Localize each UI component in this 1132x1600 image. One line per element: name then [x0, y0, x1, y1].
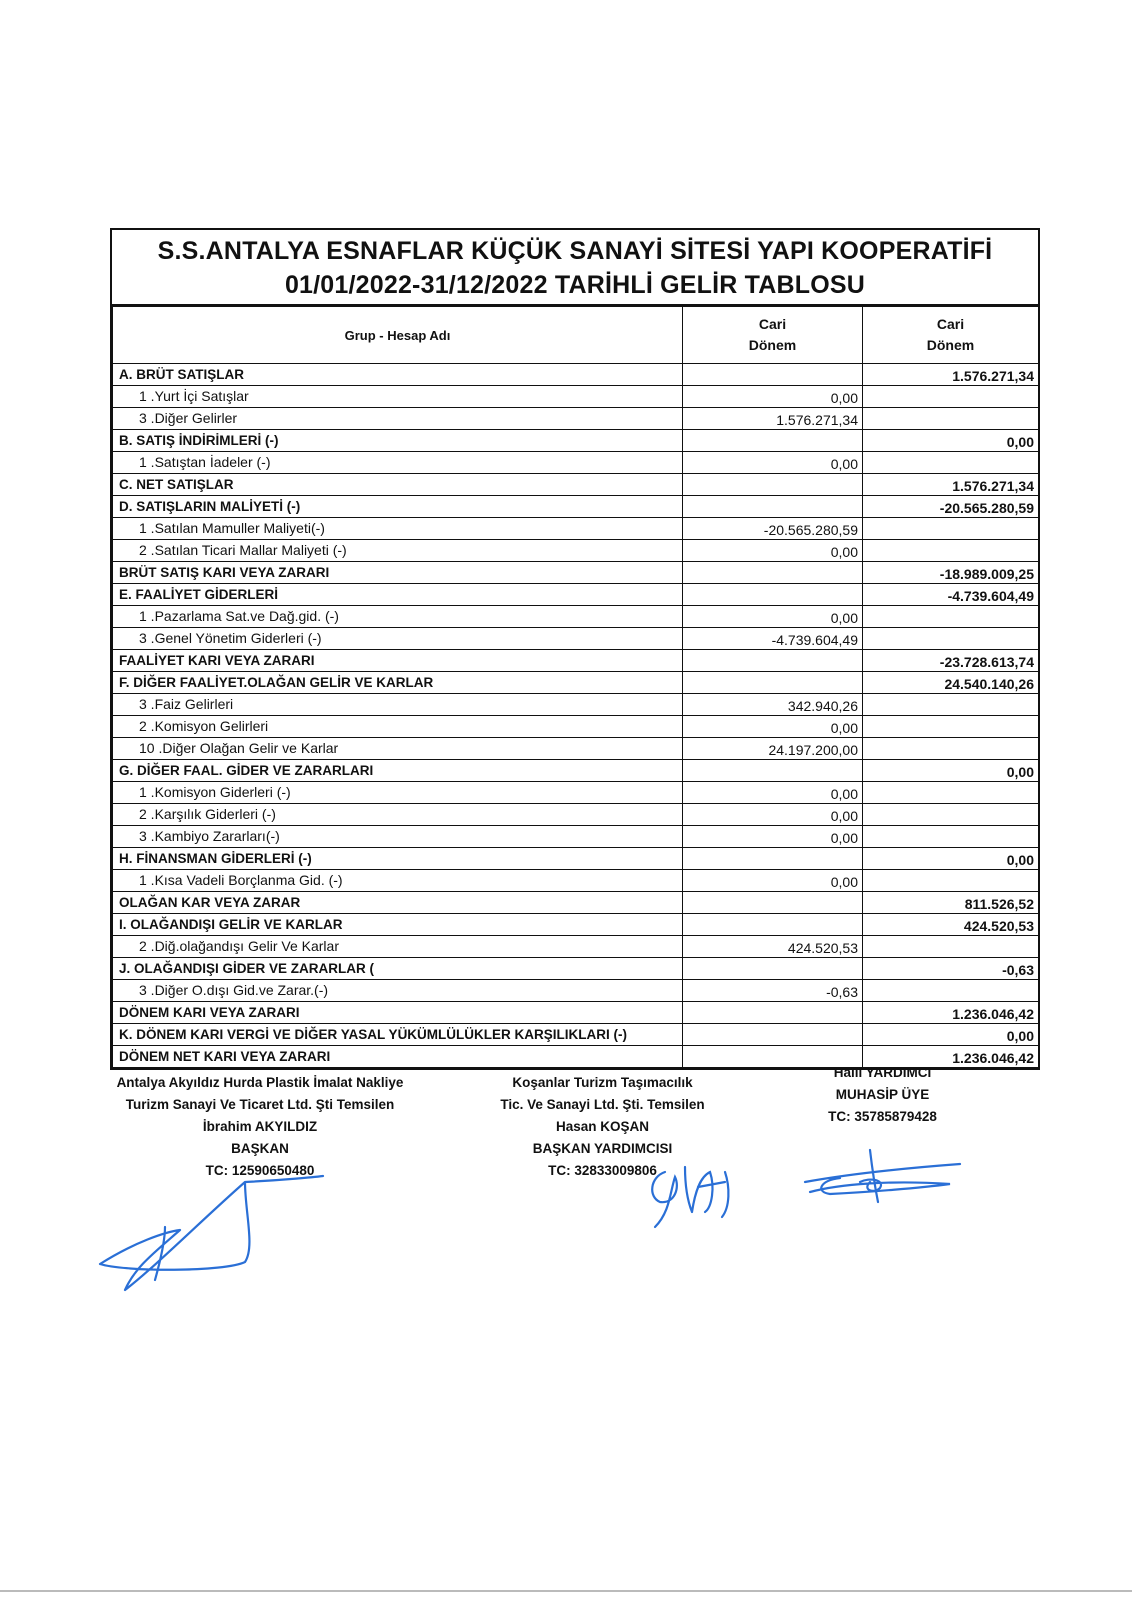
group-account-name: G. DİĞER FAAL. GİDER VE ZARARLARI — [113, 760, 683, 782]
signature-president — [95, 1172, 355, 1312]
table-row — [113, 430, 1039, 452]
current-period-value — [683, 474, 863, 496]
current-period-value: -0,63 — [683, 980, 863, 1002]
current-period-value: -20.565.280,59 — [683, 518, 863, 540]
total-period-value — [863, 782, 1039, 804]
signatory-line: TC: 32833009806 — [548, 1163, 657, 1178]
sub-account-name: 3 .Faiz Gelirleri — [113, 694, 683, 716]
table-row — [113, 892, 1039, 914]
group-account-name: D. SATIŞLARIN MALİYETİ (-) — [113, 496, 683, 518]
signature-accountant — [800, 1142, 980, 1212]
total-period-value: 1.236.046,42 — [863, 1002, 1039, 1024]
total-period-value — [863, 606, 1039, 628]
table-row — [113, 1002, 1039, 1024]
header-total-line2: Dönem — [926, 337, 975, 353]
group-account-name: J. OLAĞANDIŞI GİDER VE ZARARLAR ( — [113, 958, 683, 980]
current-period-value — [683, 496, 863, 518]
total-period-value: 811.526,52 — [863, 892, 1039, 914]
total-period-value: -0,63 — [863, 958, 1039, 980]
table-row — [113, 452, 1039, 474]
current-period-value: -4.739.604,49 — [683, 628, 863, 650]
table-row — [113, 760, 1039, 782]
current-period-value — [683, 562, 863, 584]
table-row — [113, 650, 1039, 672]
current-period-value — [683, 1024, 863, 1046]
current-period-value: 0,00 — [683, 870, 863, 892]
table-row — [113, 364, 1039, 386]
total-period-value: -4.739.604,49 — [863, 584, 1039, 606]
table-row — [113, 496, 1039, 518]
income-statement-sheet — [110, 228, 1040, 1070]
signatory-accountant — [790, 1062, 975, 1128]
total-period-value — [863, 716, 1039, 738]
current-period-value: 0,00 — [683, 540, 863, 562]
current-period-value — [683, 914, 863, 936]
total-period-value: 0,00 — [863, 1024, 1039, 1046]
sub-account-name: 1 .Pazarlama Sat.ve Dağ.gid. (-) — [113, 606, 683, 628]
total-period-value — [863, 694, 1039, 716]
current-period-value — [683, 364, 863, 386]
current-period-value — [683, 760, 863, 782]
header-current-period — [683, 307, 863, 364]
group-account-name: I. OLAĞANDIŞI GELİR VE KARLAR — [113, 914, 683, 936]
table-row — [113, 628, 1039, 650]
total-period-value — [863, 408, 1039, 430]
group-account-name: K. DÖNEM KARI VERGİ VE DİĞER YASAL YÜKÜMLÜLÜKLER KARŞILIKLARI (-) — [113, 1024, 683, 1046]
total-period-value — [863, 936, 1039, 958]
sub-account-name: 3 .Kambiyo Zararları(-) — [113, 826, 683, 848]
table-row — [113, 408, 1039, 430]
total-period-value: 0,00 — [863, 848, 1039, 870]
sub-account-name: 1 .Satılan Mamuller Maliyeti(-) — [113, 518, 683, 540]
table-row — [113, 562, 1039, 584]
total-period-value — [863, 804, 1039, 826]
current-period-value: 0,00 — [683, 716, 863, 738]
table-row — [113, 848, 1039, 870]
table-row — [113, 826, 1039, 848]
total-period-value — [863, 452, 1039, 474]
income-statement-table — [112, 306, 1039, 1068]
table-row — [113, 540, 1039, 562]
table-row — [113, 694, 1039, 716]
table-row — [113, 980, 1039, 1002]
table-row — [113, 386, 1039, 408]
sub-account-name: 2 .Karşılık Giderleri (-) — [113, 804, 683, 826]
title-block — [112, 230, 1038, 306]
signatory-line: TC: 12590650480 — [205, 1163, 315, 1178]
total-period-value: 1.576.271,34 — [863, 474, 1039, 496]
total-period-value — [863, 826, 1039, 848]
sub-account-name: 3 .Diğer O.dışı Gid.ve Zarar.(-) — [113, 980, 683, 1002]
table-row — [113, 804, 1039, 826]
current-period-value: 0,00 — [683, 606, 863, 628]
current-period-value: 0,00 — [683, 826, 863, 848]
scan-bottom-edge — [0, 1590, 1132, 1592]
table-row — [113, 606, 1039, 628]
sub-account-name: 3 .Genel Yönetim Giderleri (-) — [113, 628, 683, 650]
sub-account-name: 2 .Komisyon Gelirleri — [113, 716, 683, 738]
table-header-row — [113, 307, 1039, 364]
signatory-president — [105, 1072, 415, 1182]
total-period-value — [863, 738, 1039, 760]
current-period-value: 24.197.200,00 — [683, 738, 863, 760]
group-account-name: A. BRÜT SATIŞLAR — [113, 364, 683, 386]
sub-account-name: 2 .Diğ.olağandışı Gelir Ve Karlar — [113, 936, 683, 958]
current-period-value — [683, 584, 863, 606]
signatory-line: Hasan KOŞAN — [555, 1119, 650, 1134]
group-account-name: OLAĞAN KAR VEYA ZARAR — [113, 892, 683, 914]
group-account-name: DÖNEM NET KARI VEYA ZARARI — [113, 1046, 683, 1068]
group-account-name: B. SATIŞ İNDİRİMLERİ (-) — [113, 430, 683, 452]
table-row — [113, 1024, 1039, 1046]
group-account-name: H. FİNANSMAN GİDERLERİ (-) — [113, 848, 683, 870]
table-row — [113, 914, 1039, 936]
table-row — [113, 738, 1039, 760]
signatory-line: BAŞKAN YARDIMCISI — [532, 1141, 673, 1156]
sub-account-name: 3 .Diğer Gelirler — [113, 408, 683, 430]
signatory-line: Koşanlar Turizm Taşımacılık — [512, 1075, 693, 1090]
group-account-name: E. FAALİYET GİDERLERİ — [113, 584, 683, 606]
signatory-line: Tic. Ve Sanayi Ltd. Şti. Temsilen — [500, 1097, 705, 1112]
sub-account-name: 2 .Satılan Ticari Mallar Maliyeti (-) — [113, 540, 683, 562]
header-current-line2: Dönem — [748, 337, 797, 353]
signatory-line: Antalya Akyıldız Hurda Plastik İmalat Nakliye — [116, 1075, 404, 1090]
current-period-value — [683, 1002, 863, 1024]
current-period-value — [683, 430, 863, 452]
group-account-name: FAALİYET KARI VEYA ZARARI — [113, 650, 683, 672]
signatory-line: Turizm Sanayi Ve Ticaret Ltd. Şti Temsilen — [125, 1097, 395, 1112]
total-period-value — [863, 628, 1039, 650]
total-period-value: -18.989.009,25 — [863, 562, 1039, 584]
current-period-value: 424.520,53 — [683, 936, 863, 958]
total-period-value: -20.565.280,59 — [863, 496, 1039, 518]
total-period-value: 0,00 — [863, 430, 1039, 452]
current-period-value: 0,00 — [683, 804, 863, 826]
current-period-value — [683, 892, 863, 914]
signatory-line: BAŞKAN — [231, 1141, 289, 1156]
signature-area — [0, 1065, 1132, 1332]
document-subtitle: 01/01/2022-31/12/2022 TARİHLİ GELİR TABLOSU — [284, 271, 866, 299]
sub-account-name: 1 .Komisyon Giderleri (-) — [113, 782, 683, 804]
table-row — [113, 782, 1039, 804]
total-period-value: -23.728.613,74 — [863, 650, 1039, 672]
document-title: S.S.ANTALYA ESNAFLAR KÜÇÜK SANAYİ SİTESİ YAPI KOOPERATİFİ — [157, 237, 993, 265]
current-period-value: 0,00 — [683, 452, 863, 474]
sub-account-name: 10 .Diğer Olağan Gelir ve Karlar — [113, 738, 683, 760]
header-total-line1: Cari — [936, 316, 965, 332]
sub-account-name: 1 .Yurt İçi Satışlar — [113, 386, 683, 408]
group-account-name: BRÜT SATIŞ KARI VEYA ZARARI — [113, 562, 683, 584]
current-period-value — [683, 848, 863, 870]
total-period-value — [863, 518, 1039, 540]
table-body — [113, 364, 1039, 1068]
sub-account-name: 1 .Satıştan İadeler (-) — [113, 452, 683, 474]
current-period-value — [683, 672, 863, 694]
total-period-value — [863, 540, 1039, 562]
table-row — [113, 936, 1039, 958]
table-row — [113, 672, 1039, 694]
total-period-value: 1.236.046,42 — [863, 1046, 1039, 1068]
header-total-period — [863, 307, 1039, 364]
table-row — [113, 474, 1039, 496]
group-account-name: F. DİĞER FAALİYET.OLAĞAN GELİR VE KARLAR — [113, 672, 683, 694]
total-period-value: 1.576.271,34 — [863, 364, 1039, 386]
current-period-value — [683, 650, 863, 672]
current-period-value: 342.940,26 — [683, 694, 863, 716]
header-account-name: Grup - Hesap Adı — [113, 307, 683, 364]
table-row — [113, 716, 1039, 738]
table-row — [113, 870, 1039, 892]
total-period-value: 424.520,53 — [863, 914, 1039, 936]
signature-vice-president — [630, 1152, 750, 1242]
signatory-line: TC: 35785879428 — [828, 1109, 937, 1124]
group-account-name: C. NET SATIŞLAR — [113, 474, 683, 496]
total-period-value — [863, 386, 1039, 408]
total-period-value: 0,00 — [863, 760, 1039, 782]
total-period-value — [863, 870, 1039, 892]
total-period-value — [863, 980, 1039, 1002]
current-period-value: 1.576.271,34 — [683, 408, 863, 430]
sub-account-name: 1 .Kısa Vadeli Borçlanma Gid. (-) — [113, 870, 683, 892]
table-row — [113, 584, 1039, 606]
signatory-line: İbrahim AKYILDIZ — [202, 1119, 318, 1134]
group-account-name: DÖNEM KARI VEYA ZARARI — [113, 1002, 683, 1024]
header-current-line1: Cari — [758, 316, 787, 332]
table-row — [113, 518, 1039, 540]
total-period-value: 24.540.140,26 — [863, 672, 1039, 694]
table-row — [113, 958, 1039, 980]
current-period-value: 0,00 — [683, 386, 863, 408]
signatory-line: MUHASİP ÜYE — [835, 1087, 930, 1102]
signatory-line: Halil YARDIMCI — [833, 1065, 932, 1080]
current-period-value: 0,00 — [683, 782, 863, 804]
current-period-value — [683, 958, 863, 980]
